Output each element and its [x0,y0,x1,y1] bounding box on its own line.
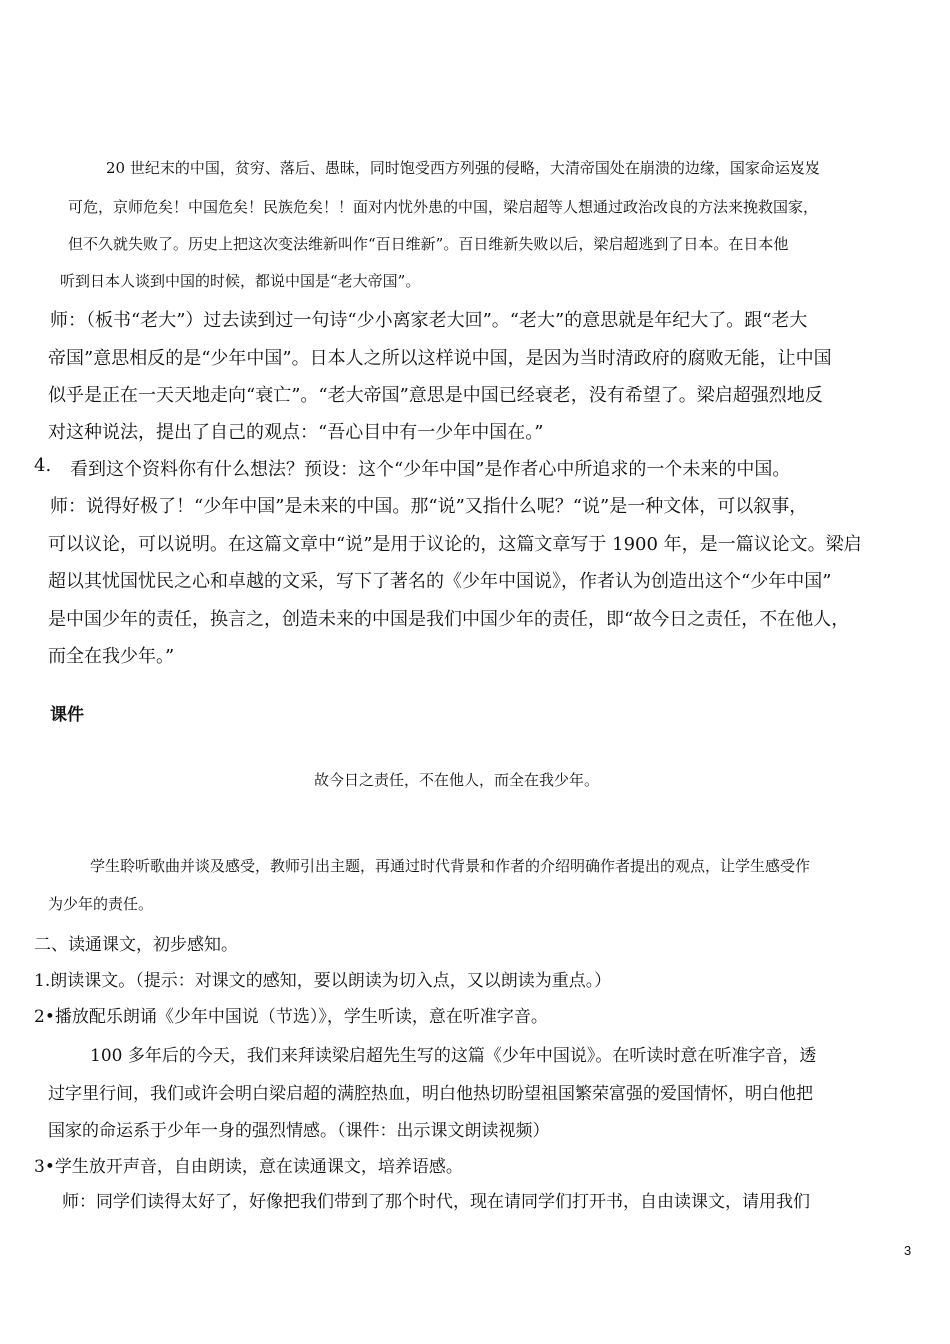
paragraph-line: 但不久就失败了。历史上把这次变法维新叫作“百日维新”。百日维新失败以后，梁启超逃到了日本。在日本他 [68,235,789,253]
paragraph-line: 师：（板书“老大”）过去读到过一句诗“少小离家老大回”。“老大”的意思就是年纪大了。跟“老大 [50,310,808,331]
paragraph-line: 对这种说法，提出了自己的观点：“吾心目中有一少年中国在。” [48,422,544,443]
paragraph-line: 是中国少年的责任，换言之，创造未来的中国是我们中国少年的责任，即“故今日之责任，不在他人， [48,609,850,630]
paragraph-line: 师：说得好极了！“少年中国”是未来的中国。那“说”又指什么呢？“说”是一种文体，可以叙事， [50,496,808,517]
paragraph-line: 而全在我少年。” [48,646,175,667]
paragraph-line: 似乎是正在一天天地走向“衰亡”。“老大帝国”意思是中国已经衰老，没有希望了。梁启超强烈地反 [48,385,823,406]
paragraph-line: 20 世纪末的中国，贫穷、落后、愚昧，同时饱受西方列强的侵略，大清帝国处在崩溃的边缘，国家命运岌岌 [106,159,820,177]
page-number: 3 [904,1243,912,1258]
paragraph-line: 过字里行间，我们或许会明白梁启超的满腔热血，明白他热切盼望祖国繁荣富强的爱国情怀，明白他把 [48,1084,813,1104]
step-3: 3•学生放开声音，自由朗读，意在读通课文，培养语感。 [34,1157,463,1177]
paragraph-line: 可危，京师危矣！中国危矣！民族危矣！！面对内忧外患的中国，梁启超等人想通过政治改良的方法来挽救国家， [68,198,819,216]
paragraph-line: 国家的命运系于少年一身的强烈情感。（课件：出示课文朗读视频） [48,1121,550,1141]
paragraph-line: 100 多年后的今天，我们来拜读梁启超先生写的这篇《少年中国说》。在听读时意在听准字音，透 [90,1046,817,1066]
paragraph-line: 为少年的责任。 [48,895,154,913]
step-1: 1.朗读课文。（提示：对课文的感知，要以朗读为切入点，又以朗读为重点。） [34,971,612,991]
courseware-quote: 故今日之责任，不在他人，而全在我少年。 [314,771,600,789]
step-2: 2•播放配乐朗诵《少年中国说（节选）》，学生听读，意在听准字音。 [34,1007,548,1027]
item-4-text: 看到这个资料你有什么想法？预设：这个“少年中国”是作者心中所追求的一个未来的中国。 [70,459,791,480]
paragraph-line: 听到日本人谈到中国的时候，都说中国是“老大帝国”。 [60,272,421,290]
item-4-number: 4. [34,455,52,476]
section-heading: 二、读通课文，初步感知。 [34,935,238,955]
paragraph-line: 超以其忧国忧民之心和卓越的文采，写下了著名的《少年中国说》，作者认为创造出这个“少年中国” [48,571,832,592]
paragraph-line: 学生聆听歌曲并谈及感受，教师引出主题，再通过时代背景和作者的介绍明确作者提出的观点，让学生感受作 [90,857,811,875]
courseware-heading: 课件 [50,705,84,725]
paragraph-line: 帝国”意思相反的是“少年中国”。日本人之所以这样说中国，是因为当时清政府的腐败无能，让中国 [48,348,832,369]
paragraph-line: 可以议论，可以说明。在这篇文章中“说”是用于议论的，这篇文章写于 1900 年，是一篇议论文。梁启 [48,534,862,555]
paragraph-line: 师：同学们读得太好了，好像把我们带到了那个时代，现在请同学们打开书，自由读课文，请用我们 [62,1192,810,1212]
